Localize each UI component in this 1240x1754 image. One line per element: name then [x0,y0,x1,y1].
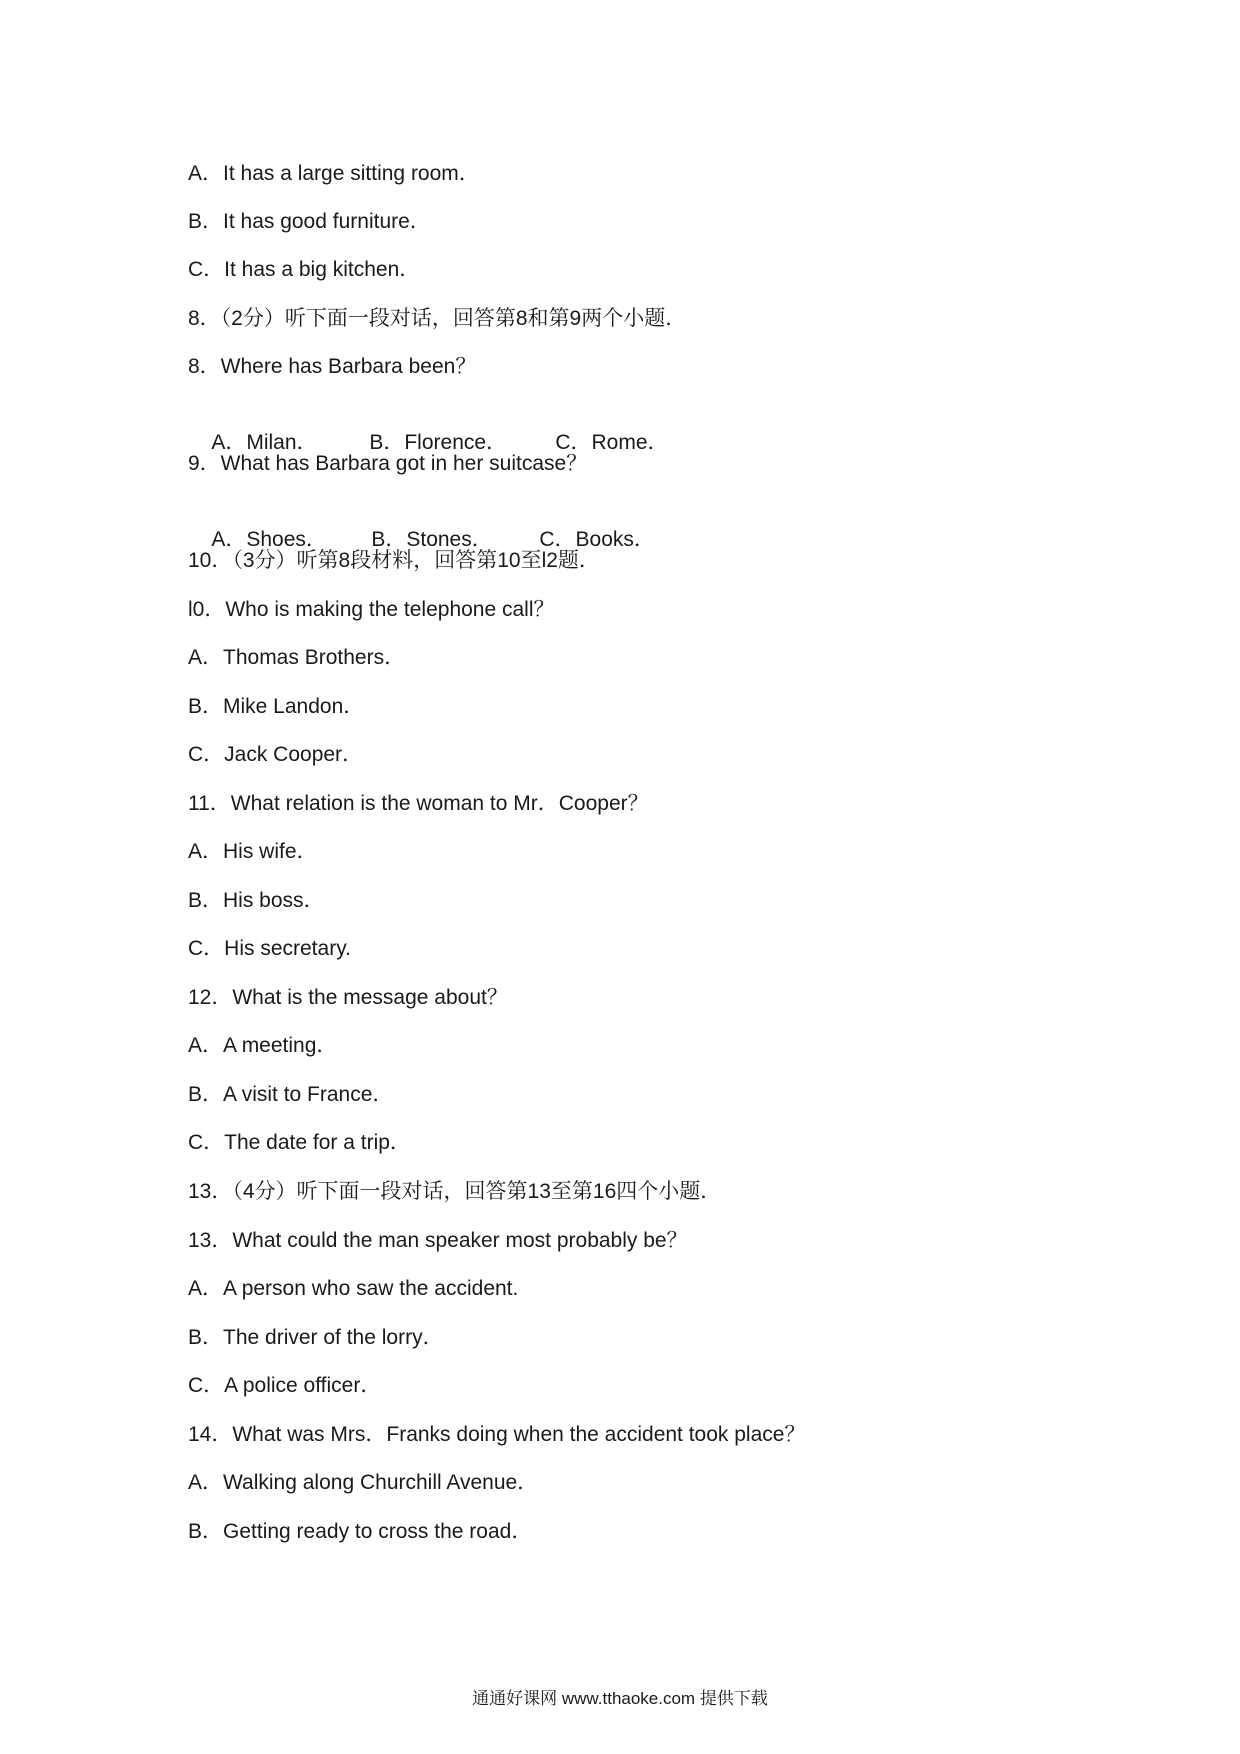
page-footer: 通通好课网 www.tthaoke.com 提供下载 [472,1689,768,1708]
option-10b: B．Mike Landon． [188,695,365,718]
option-12c: C．The date for a trip． [188,1131,411,1154]
question-9: 9．What has Barbara got in her suitcase？ [188,452,588,475]
question-14: 14．What was Mrs．Franks doing when the accident took place？ [188,1423,806,1446]
option-9c: C．Books． [539,528,655,551]
question-12: 12．What is the message about？ [188,986,508,1009]
option-14a: A．Walking along Churchill Avenue． [188,1471,539,1494]
question-11: 11．What relation is the woman to Mr．Cooper？ [188,792,649,815]
option-8b: B．Florence． [369,431,508,454]
question-13: 13．What could the man speaker most probably be？ [188,1229,688,1252]
option-11c: C．His secretary. [188,937,351,960]
option-12a: A．A meeting． [188,1034,338,1057]
option-9a: A．Shoes． [211,528,327,551]
option-10a: A．Thomas Brothers． [188,646,406,669]
option-10c: C．Jack Cooper． [188,743,364,766]
option-13b: B．The driver of the lorry． [188,1326,444,1349]
option-8a: A．Milan． [211,431,318,454]
option-7a: A．It has a large sitting room． [188,162,480,185]
option-7b: B．It has good furniture． [188,210,431,233]
option-11b: B．His boss． [188,889,325,912]
option-13c: C．A police officer． [188,1374,382,1397]
option-8c: C．Rome． [555,431,669,454]
option-13a: A．A person who saw the accident. [188,1277,519,1300]
option-9b: B．Stones． [371,528,493,551]
question-10: l0．Who is making the telephone call？ [188,598,555,621]
section-heading-q13-16: 13．（4分）听下面一段对话，回答第13至第16四个小题． [188,1180,722,1203]
question-8: 8．Where has Barbara been？ [188,355,477,378]
section-heading-q8-9: 8．（2分）听下面一段对话，回答第8和第9两个小题． [188,307,687,330]
option-11a: A．His wife． [188,840,318,863]
section-heading-q10-12: 10．（3分）听第8段材料，回答第10至l2题． [188,549,600,572]
option-7c: C．It has a big kitchen． [188,258,421,281]
option-12b: B．A visit to France． [188,1083,394,1106]
option-14b: B．Getting ready to cross the road． [188,1520,533,1543]
